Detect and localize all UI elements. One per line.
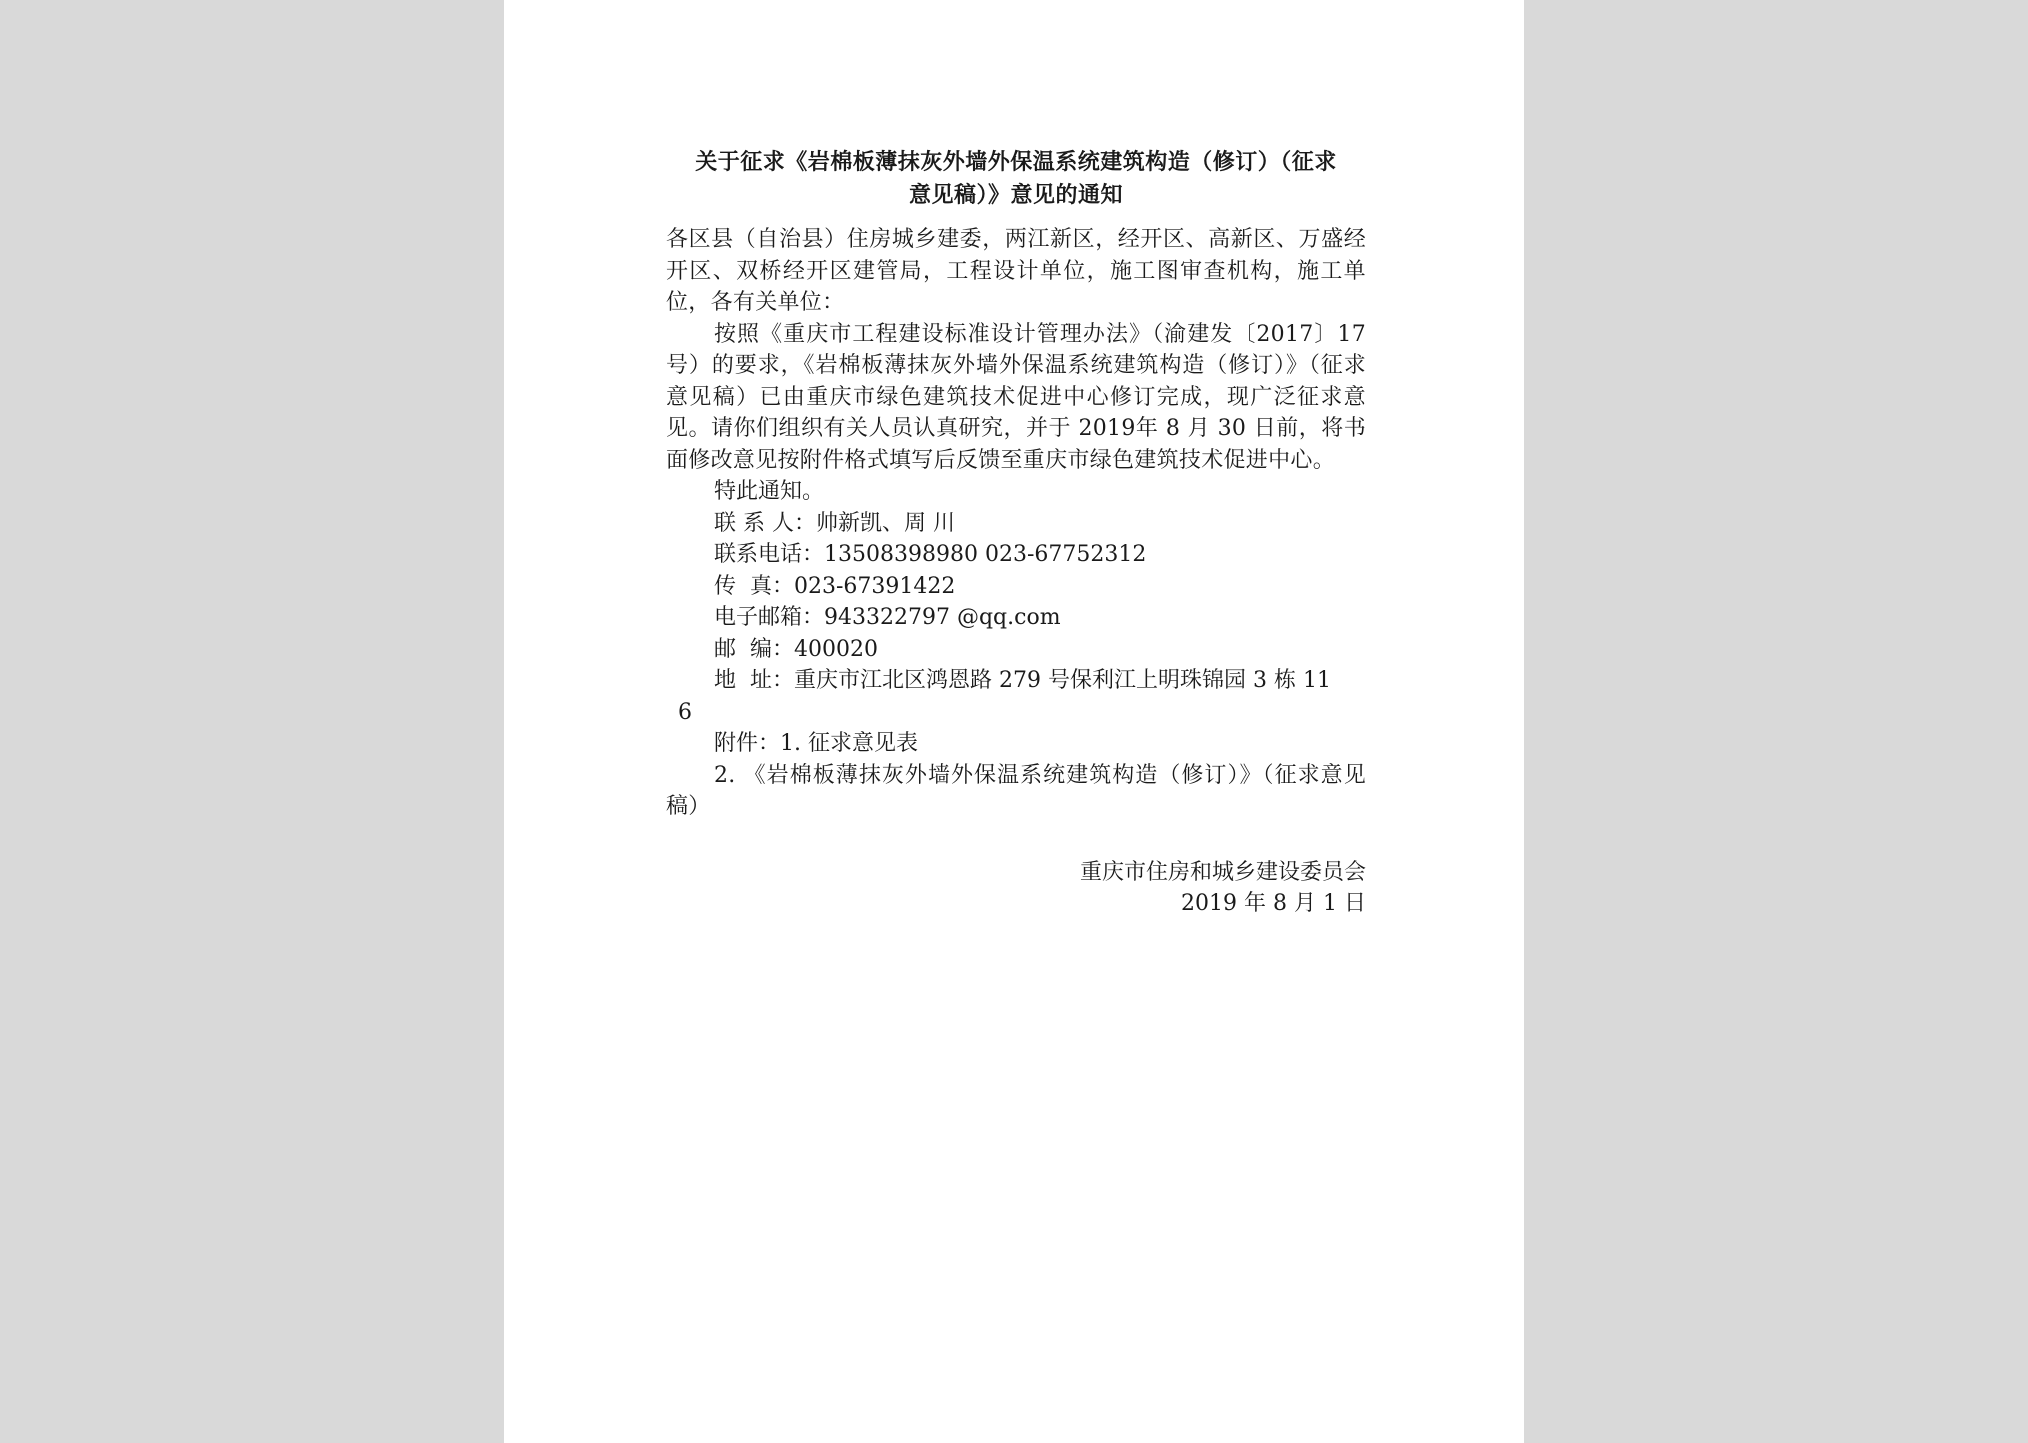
contact-person: 联 系 人：帅新凯、周 川 (714, 510, 955, 536)
closing-line: 特此通知。 (714, 479, 825, 504)
email-address: 电子邮箱：943322797 @qq.com (714, 605, 1061, 630)
title-line-1: 关于征求《岩棉板薄抹灰外墙外保温系统建筑构造（修订）（征求 (695, 150, 1337, 175)
title-line-2: 意见稿）》意见的通知 (908, 183, 1123, 208)
document-page (504, 0, 1524, 1443)
contact-phone: 联系电话：13508398980 023-67752312 (714, 542, 1147, 567)
body-paragraph: 按照《重庆市工程建设标准设计管理办法》（渝建发〔2017〕17 号）的要求，《岩棉板薄抹灰外墙外保温系统建筑构造（修订）》（征求意见稿）已由重庆市绿色建筑技术促进中心修订完成，现广泛征求意见。请你们组织有关人员认真研究，并于 2019年 8 月 30 日前，将书面修改意见按附件格式填写后反馈至重庆市绿色建筑技术促进中心。 (666, 321, 1366, 473)
signing-organization: 重庆市住房和城乡建设委员会 (1079, 859, 1366, 885)
address-line-1: 地 址：重庆市江北区鸿恩路 279 号保利江上明珠锦园 3 栋 11 (714, 668, 1331, 693)
postcode: 邮 编：400020 (714, 636, 878, 662)
address-line-2: 6 (678, 699, 692, 725)
attachment-2: 2. 《岩棉板薄抹灰外墙外保温系统建筑构造（修订）》（征求意见稿） (666, 762, 1366, 819)
fax-number: 传 真：023-67391422 (714, 573, 956, 599)
signing-date: 2019 年 8 月 1 日 (1181, 891, 1366, 916)
attachment-1: 附件：1. 征求意见表 (714, 731, 918, 756)
signature-block (666, 857, 1366, 920)
document-title (666, 146, 1366, 212)
addressees-paragraph: 各区县（自治县）住房城乡建委，两江新区，经开区、高新区、万盛经开区、双桥经开区建管局，工程设计单位，施工图审查机构，施工单位，各有关单位： (666, 227, 1366, 315)
document-body (666, 146, 1366, 920)
